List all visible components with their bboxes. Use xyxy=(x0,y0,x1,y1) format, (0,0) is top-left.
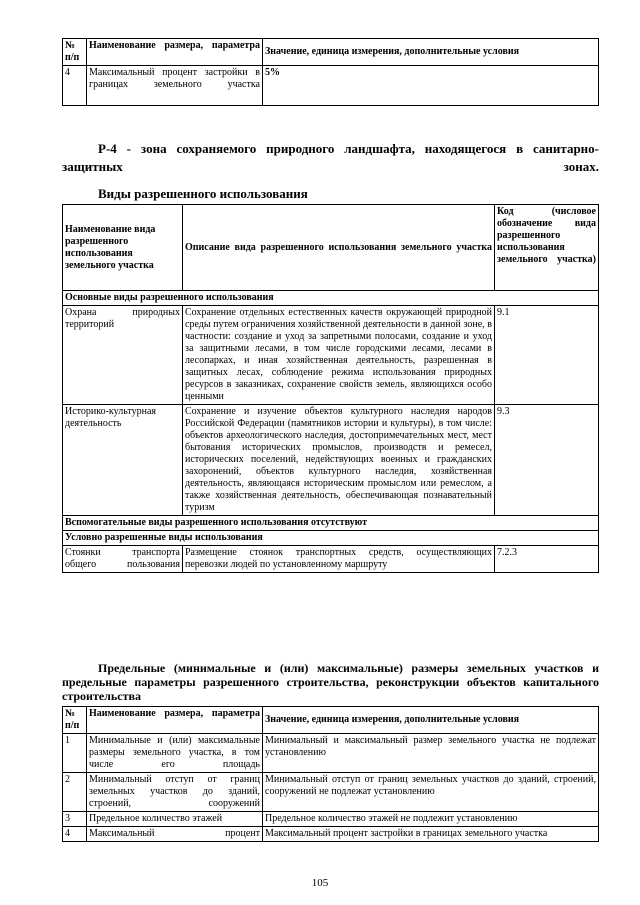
col-header-name: Наименование вида разрешенного использования земельного участка xyxy=(63,205,183,291)
col-header-name: Наименование размера, параметра xyxy=(87,39,263,66)
use-desc: Сохранение и изучение объектов культурного наследия народов Российской Федерации (памятников истории и культуры), в том числе: объектов археологического наследия, достопримечательных мест, мест бытования исторических промыслов, производств и ремесел, исторических поселений, недействующих военных и гражданских захоронений, объектов культурного наследия, хозяйственная деятельность, являющаяся историческим промыслом или ремеслом, а также хозяйственная деятельность, обеспечивающая познавательный туризм xyxy=(183,405,495,516)
use-name: Стоянки транспорта общего пользования xyxy=(63,546,183,573)
table-row xyxy=(63,827,599,842)
table-row xyxy=(63,66,599,106)
row-num: 1 xyxy=(63,734,87,773)
row-name: Минимальные и (или) максимальные размеры земельного участка, в том числе его площадь xyxy=(87,734,263,773)
col-header-value: Значение, единица измерения, дополнительные условия xyxy=(263,707,599,734)
section-row xyxy=(63,516,599,531)
col-header-name: Наименование размера, параметра xyxy=(87,707,263,734)
use-code: 7.2.3 xyxy=(495,546,599,573)
uses-table xyxy=(62,204,599,573)
section-row xyxy=(63,531,599,546)
row-num: 4 xyxy=(63,66,87,106)
params-table-bottom xyxy=(62,706,599,842)
col-header-num: № п/п xyxy=(63,39,87,66)
use-name: Историко-культурная деятельность xyxy=(63,405,183,516)
table-row xyxy=(63,812,599,827)
row-num: 4 xyxy=(63,827,87,842)
row-value: 5% xyxy=(263,66,599,106)
row-num: 2 xyxy=(63,773,87,812)
row-name: Предельное количество этажей xyxy=(87,812,263,827)
section-cond: Условно разрешенные виды использования xyxy=(63,531,599,546)
row-name: Максимальный процент xyxy=(87,827,263,842)
section-main: Основные виды разрешенного использования xyxy=(63,291,599,306)
row-num: 3 xyxy=(63,812,87,827)
table-row xyxy=(63,405,599,516)
row-name: Максимальный процент застройки в границах земельного участка xyxy=(87,66,263,106)
row-value: Минимальный и максимальный размер земельного участка не подлежат установлению xyxy=(263,734,599,773)
table-row xyxy=(63,773,599,812)
page-number: 105 xyxy=(311,877,329,889)
use-desc: Сохранение отдельных естественных качеств окружающей природной среды путем ограничения хозяйственной деятельности в данной зоне, в частности: создание и уход за запретными полосами, создание и уход за защитными лесами, в том числе городскими лесами, лесами в лесопарках, и иная хозяйственная деятельность, разрешенная в защитных лесах, соблюдение режима использования природных ресурсов в заказниках, сохранение свойств земель, являющихся особо ценными xyxy=(183,306,495,405)
uses-heading: Виды разрешенного использования xyxy=(98,186,308,201)
col-header-desc: Описание вида разрешенного использования земельного участка xyxy=(183,205,495,291)
table-row xyxy=(63,306,599,405)
col-header-code: Код (числовое обозначение вида разрешенного использования земельного участка) xyxy=(495,205,599,291)
limits-heading: Предельные (минимальные и (или) максимальные) размеры земельных участков и предельные параметры разрешенного строительства, реконструкции объектов капитального строительства xyxy=(62,661,599,703)
use-code: 9.3 xyxy=(495,405,599,516)
row-value: Максимальный процент застройки в границах земельного участка xyxy=(263,827,599,842)
use-name: Охрана природных территорий xyxy=(63,306,183,405)
use-desc: Размещение стоянок транспортных средств, осуществляющих перевозки людей по установленному маршруту xyxy=(183,546,495,573)
col-header-num: № п/п xyxy=(63,707,87,734)
section-aux: Вспомогательные виды разрешенного использования отсутствуют xyxy=(63,516,599,531)
col-header-value: Значение, единица измерения, дополнительные условия xyxy=(263,39,599,66)
section-row xyxy=(63,291,599,306)
table-header-row xyxy=(63,39,599,66)
params-table-top xyxy=(62,38,599,106)
row-value: Предельное количество этажей не подлежит установлению xyxy=(263,812,599,827)
row-value: Минимальный отступ от границ земельных участков до зданий, строений, сооружений не подлежат установлению xyxy=(263,773,599,812)
zone-heading: Р-4 - зона сохраняемого природного ландшафта, находящегося в санитарно-защитных зонах. xyxy=(62,141,599,174)
table-row xyxy=(63,546,599,573)
use-code: 9.1 xyxy=(495,306,599,405)
table-row xyxy=(63,734,599,773)
table-header-row xyxy=(63,205,599,291)
row-name: Минимальный отступ от границ земельных участков до зданий, строений, сооружений xyxy=(87,773,263,812)
table-header-row xyxy=(63,707,599,734)
